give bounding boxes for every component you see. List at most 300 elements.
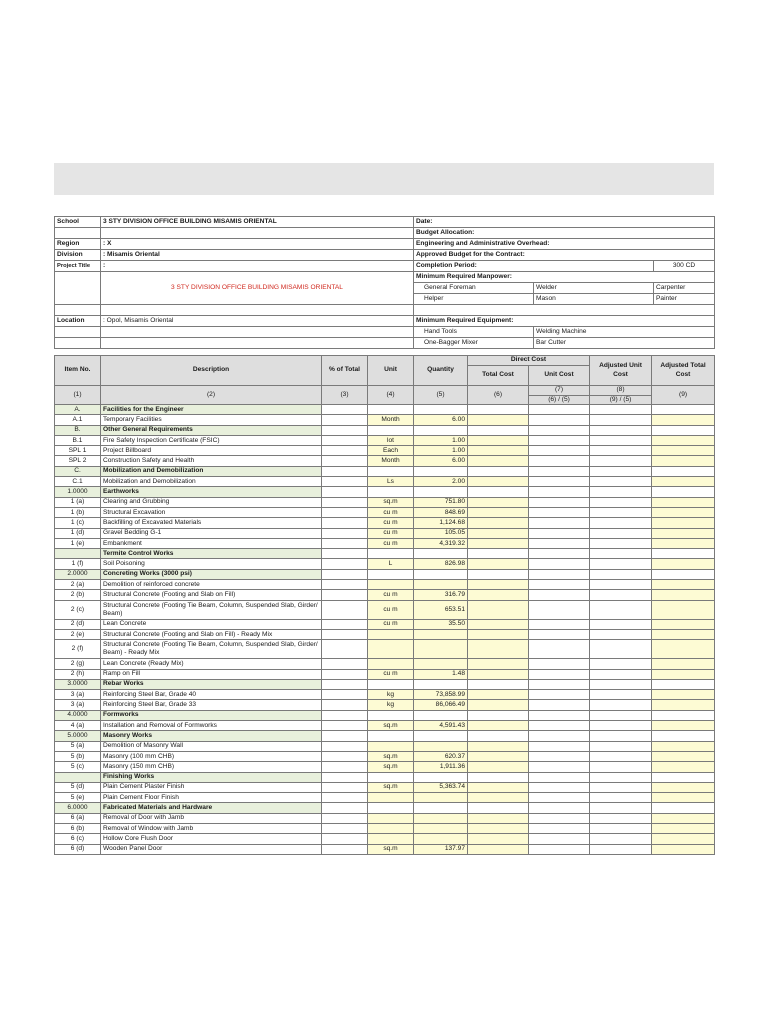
- equipment-welding-machine: Welding Machine: [534, 327, 715, 338]
- unit-cell: sq.m: [368, 844, 414, 854]
- adjusted-unit-cost-cell: [590, 538, 652, 548]
- quantity-cell: [414, 823, 468, 833]
- quantity-cell: 1.00: [414, 446, 468, 456]
- description-cell: Mobilization and Demobilization: [101, 466, 322, 476]
- item-no-cell: 1 (c): [55, 518, 101, 528]
- table-row: [55, 679, 715, 689]
- quantity-cell: [414, 405, 468, 415]
- table-row: [55, 507, 715, 517]
- adjusted-total-cost-cell: [652, 813, 715, 823]
- unit-cost-cell: [529, 600, 590, 619]
- unit-cell: sq.m: [368, 782, 414, 792]
- table-row: [55, 538, 715, 548]
- unit-cell: [368, 569, 414, 579]
- unit-cost-cell: [529, 640, 590, 659]
- total-cost-cell: [468, 590, 529, 600]
- total-cost-cell: [468, 549, 529, 559]
- unit-cost-cell: [529, 518, 590, 528]
- total-cost-cell: [468, 679, 529, 689]
- total-cost-cell: [468, 580, 529, 590]
- unit-cost-cell: [529, 487, 590, 497]
- unit-cell: [368, 405, 414, 415]
- unit-cost-cell: [529, 679, 590, 689]
- adjusted-unit-cost-cell: [590, 721, 652, 731]
- percent-total-cell: [322, 590, 368, 600]
- description-cell: Removal of Window with Jamb: [101, 823, 322, 833]
- adjusted-unit-cost-cell: [590, 782, 652, 792]
- col-num-8: (8): [590, 386, 652, 396]
- unit-cost-cell: [529, 731, 590, 741]
- description-cell: Rebar Works: [101, 679, 322, 689]
- unit-cost-cell: [529, 751, 590, 761]
- percent-total-cell: [322, 569, 368, 579]
- item-no-cell: 2 (h): [55, 669, 101, 679]
- description-cell: Masonry (100 mm CHB): [101, 751, 322, 761]
- description-cell: Reinforcing Steel Bar, Grade 33: [101, 700, 322, 710]
- item-no-cell: 5 (e): [55, 793, 101, 803]
- col-num-2: (2): [101, 386, 322, 405]
- description-cell: Temporary Facilities: [101, 415, 322, 425]
- unit-cost-cell: [529, 629, 590, 639]
- table-row: [55, 518, 715, 528]
- quantity-cell: [414, 629, 468, 639]
- completion-period-label: Completion Period:: [414, 261, 654, 272]
- item-no-cell: 2.0000: [55, 569, 101, 579]
- unit-cell: sq.m: [368, 762, 414, 772]
- description-cell: Clearing and Grubbing: [101, 497, 322, 507]
- percent-total-cell: [322, 823, 368, 833]
- quantity-cell: [414, 813, 468, 823]
- adjusted-unit-cost-cell: [590, 590, 652, 600]
- bill-of-quantities-table: [54, 348, 715, 855]
- unit-cell: cu m: [368, 507, 414, 517]
- quantity-cell: [414, 731, 468, 741]
- quantity-cell: 86,066.49: [414, 700, 468, 710]
- percent-total-cell: [322, 507, 368, 517]
- unit-cost-cell: [529, 497, 590, 507]
- quantity-cell: [414, 803, 468, 813]
- equipment-one-bagger-mixer: One-Bagger Mixer: [414, 338, 534, 349]
- table-row: [55, 405, 715, 415]
- description-cell: Structural Concrete (Footing and Slab on Fill): [101, 590, 322, 600]
- percent-total-cell: [322, 600, 368, 619]
- total-cost-cell: [468, 415, 529, 425]
- quantity-cell: [414, 741, 468, 751]
- table-row: [55, 466, 715, 476]
- item-no-cell: 4.0000: [55, 710, 101, 720]
- item-no-cell: 3.0000: [55, 679, 101, 689]
- quantity-cell: 316.79: [414, 590, 468, 600]
- adjusted-total-cost-cell: [652, 446, 715, 456]
- quantity-cell: 35.50: [414, 619, 468, 629]
- adjusted-total-cost-cell: [652, 405, 715, 415]
- percent-total-cell: [322, 528, 368, 538]
- unit-cost-cell: [529, 405, 590, 415]
- division-label: Division: [55, 250, 101, 261]
- description-cell: Fire Safety Inspection Certificate (FSIC): [101, 435, 322, 445]
- adjusted-unit-cost-cell: [590, 669, 652, 679]
- item-no-cell: C.: [55, 466, 101, 476]
- adjusted-total-cost-cell: [652, 640, 715, 659]
- adjusted-total-cost-cell: [652, 700, 715, 710]
- item-no-cell: 6 (b): [55, 823, 101, 833]
- description-cell: Facilities for the Engineer: [101, 405, 322, 415]
- percent-total-cell: [322, 700, 368, 710]
- description-cell: Soil Poisoning: [101, 559, 322, 569]
- table-row: [55, 731, 715, 741]
- quantity-cell: [414, 487, 468, 497]
- percent-total-cell: [322, 629, 368, 639]
- adjusted-unit-cost-cell: [590, 803, 652, 813]
- item-no-cell: 1 (a): [55, 497, 101, 507]
- adjusted-unit-cost-cell: [590, 741, 652, 751]
- quantity-cell: [414, 772, 468, 782]
- item-no-cell: 5.0000: [55, 731, 101, 741]
- percent-total-cell: [322, 415, 368, 425]
- adjusted-unit-cost-cell: [590, 435, 652, 445]
- unit-cell: cu m: [368, 528, 414, 538]
- unit-cost-cell: [529, 710, 590, 720]
- unit-cost-cell: [529, 415, 590, 425]
- total-cost-cell: [468, 751, 529, 761]
- total-cost-cell: [468, 477, 529, 487]
- total-cost-cell: [468, 456, 529, 466]
- unit-cell: Each: [368, 446, 414, 456]
- quantity-cell: 6.00: [414, 456, 468, 466]
- quantity-cell: 751.80: [414, 497, 468, 507]
- percent-total-cell: [322, 731, 368, 741]
- unit-cost-cell: [529, 549, 590, 559]
- adjusted-total-cost-cell: [652, 600, 715, 619]
- unit-cost-cell: [529, 446, 590, 456]
- description-cell: Demolition of Masonry Wall: [101, 741, 322, 751]
- adjusted-total-cost-cell: [652, 590, 715, 600]
- location-label: Location: [55, 316, 101, 327]
- adjusted-unit-cost-cell: [590, 844, 652, 854]
- unit-cell: cu m: [368, 600, 414, 619]
- total-cost-cell: [468, 518, 529, 528]
- unit-cell: [368, 466, 414, 476]
- unit-cost-cell: [529, 741, 590, 751]
- item-no-cell: 2 (c): [55, 600, 101, 619]
- unit-cell: cu m: [368, 518, 414, 528]
- total-cost-cell: [468, 669, 529, 679]
- quantity-cell: 1.00: [414, 435, 468, 445]
- manpower-carpenter: Carpenter: [654, 283, 715, 294]
- adjusted-total-cost-cell: [652, 477, 715, 487]
- adjusted-total-cost-cell: [652, 772, 715, 782]
- col-total-cost: Total Cost: [468, 366, 529, 386]
- unit-cost-cell: [529, 793, 590, 803]
- adjusted-unit-cost-cell: [590, 751, 652, 761]
- adjusted-unit-cost-cell: [590, 487, 652, 497]
- description-cell: Reinforcing Steel Bar, Grade 40: [101, 690, 322, 700]
- region-value: : X: [101, 239, 414, 250]
- table-row: [55, 690, 715, 700]
- item-no-cell: B.1: [55, 435, 101, 445]
- table-row: [55, 497, 715, 507]
- item-no-cell: 2 (a): [55, 580, 101, 590]
- table-row: [55, 700, 715, 710]
- adjusted-unit-cost-cell: [590, 619, 652, 629]
- item-no-cell: 5 (c): [55, 762, 101, 772]
- unit-cell: [368, 731, 414, 741]
- unit-cell: sq.m: [368, 751, 414, 761]
- manpower-welder: Welder: [534, 283, 654, 294]
- division-value: : Misamis Oriental: [101, 250, 414, 261]
- adjusted-unit-cost-cell: [590, 659, 652, 669]
- project-title-label: Project Title: [55, 261, 101, 272]
- col-formula-7: (6) / (5): [529, 395, 590, 405]
- table-row: [55, 549, 715, 559]
- table-row: [55, 762, 715, 772]
- total-cost-cell: [468, 659, 529, 669]
- adjusted-unit-cost-cell: [590, 640, 652, 659]
- total-cost-cell: [468, 813, 529, 823]
- quantity-cell: [414, 569, 468, 579]
- percent-total-cell: [322, 435, 368, 445]
- table-row: [55, 435, 715, 445]
- total-cost-cell: [468, 497, 529, 507]
- unit-cell: cu m: [368, 538, 414, 548]
- unit-cost-cell: [529, 538, 590, 548]
- adjusted-unit-cost-cell: [590, 600, 652, 619]
- total-cost-cell: [468, 772, 529, 782]
- table-row: [55, 659, 715, 669]
- item-no-cell: A.1: [55, 415, 101, 425]
- quantity-cell: [414, 425, 468, 435]
- unit-cell: [368, 487, 414, 497]
- item-no-cell: 1.0000: [55, 487, 101, 497]
- unit-cost-cell: [529, 507, 590, 517]
- adjusted-total-cost-cell: [652, 518, 715, 528]
- unit-cost-cell: [529, 772, 590, 782]
- adjusted-total-cost-cell: [652, 741, 715, 751]
- item-no-cell: B.: [55, 425, 101, 435]
- adjusted-unit-cost-cell: [590, 528, 652, 538]
- percent-total-cell: [322, 669, 368, 679]
- adjusted-total-cost-cell: [652, 629, 715, 639]
- school-value: 3 STY DIVISION OFFICE BUILDING MISAMIS ORIENTAL: [101, 217, 414, 228]
- unit-cell: [368, 741, 414, 751]
- quantity-cell: 137.97: [414, 844, 468, 854]
- item-no-cell: 1 (d): [55, 528, 101, 538]
- adjusted-unit-cost-cell: [590, 690, 652, 700]
- table-row: [55, 487, 715, 497]
- unit-cost-cell: [529, 590, 590, 600]
- description-cell: Wooden Panel Door: [101, 844, 322, 854]
- adjusted-total-cost-cell: [652, 659, 715, 669]
- percent-total-cell: [322, 679, 368, 689]
- description-cell: Structural Excavation: [101, 507, 322, 517]
- description-cell: Hollow Core Flush Door: [101, 834, 322, 844]
- total-cost-cell: [468, 507, 529, 517]
- total-cost-cell: [468, 559, 529, 569]
- item-no-cell: 5 (b): [55, 751, 101, 761]
- adjusted-total-cost-cell: [652, 507, 715, 517]
- adjusted-total-cost-cell: [652, 528, 715, 538]
- percent-total-cell: [322, 446, 368, 456]
- table-row: [55, 477, 715, 487]
- total-cost-cell: [468, 700, 529, 710]
- quantity-cell: [414, 659, 468, 669]
- table-row: [55, 834, 715, 844]
- item-no-cell: A.: [55, 405, 101, 415]
- table-row: [55, 456, 715, 466]
- unit-cell: [368, 813, 414, 823]
- total-cost-cell: [468, 435, 529, 445]
- table-row: [55, 782, 715, 792]
- quantity-cell: [414, 549, 468, 559]
- manpower-label: Minimum Required Manpower:: [414, 272, 715, 283]
- col-quantity: Quantity: [414, 356, 468, 386]
- item-no-cell: 3 (a): [55, 700, 101, 710]
- unit-cell: [368, 659, 414, 669]
- unit-cost-cell: [529, 569, 590, 579]
- adjusted-total-cost-cell: [652, 834, 715, 844]
- adjusted-unit-cost-cell: [590, 425, 652, 435]
- adjusted-total-cost-cell: [652, 538, 715, 548]
- percent-total-cell: [322, 813, 368, 823]
- quantity-cell: [414, 834, 468, 844]
- description-cell: Lean Concrete: [101, 619, 322, 629]
- col-num-7: (7): [529, 386, 590, 396]
- description-cell: Earthworks: [101, 487, 322, 497]
- table-row: [55, 629, 715, 639]
- unit-cost-cell: [529, 782, 590, 792]
- adjusted-total-cost-cell: [652, 466, 715, 476]
- table-row: [55, 844, 715, 854]
- quantity-cell: 5,363.74: [414, 782, 468, 792]
- adjusted-total-cost-cell: [652, 559, 715, 569]
- quantity-cell: 653.51: [414, 600, 468, 619]
- quantity-cell: 6.00: [414, 415, 468, 425]
- table-row: [55, 721, 715, 731]
- adjusted-unit-cost-cell: [590, 731, 652, 741]
- table-row: [55, 590, 715, 600]
- unit-cost-cell: [529, 813, 590, 823]
- table-row: [55, 528, 715, 538]
- item-no-cell: 4 (a): [55, 721, 101, 731]
- quantity-cell: 2.00: [414, 477, 468, 487]
- total-cost-cell: [468, 803, 529, 813]
- school-label: School: [55, 217, 101, 228]
- item-no-cell: 6.0000: [55, 803, 101, 813]
- total-cost-cell: [468, 731, 529, 741]
- percent-total-cell: [322, 538, 368, 548]
- unit-cost-cell: [529, 559, 590, 569]
- total-cost-cell: [468, 538, 529, 548]
- unit-cell: lot: [368, 435, 414, 445]
- adjusted-total-cost-cell: [652, 803, 715, 813]
- item-no-cell: [55, 772, 101, 782]
- item-no-cell: 6 (a): [55, 813, 101, 823]
- percent-total-cell: [322, 559, 368, 569]
- percent-total-cell: [322, 803, 368, 813]
- table-row: [55, 741, 715, 751]
- item-no-cell: 6 (c): [55, 834, 101, 844]
- item-no-cell: 2 (g): [55, 659, 101, 669]
- adjusted-total-cost-cell: [652, 425, 715, 435]
- percent-total-cell: [322, 741, 368, 751]
- adjusted-total-cost-cell: [652, 710, 715, 720]
- description-cell: Backfilling of Excavated Materials: [101, 518, 322, 528]
- unit-cost-cell: [529, 762, 590, 772]
- unit-cell: [368, 640, 414, 659]
- description-cell: Structural Concrete (Footing Tie Beam, Column, Suspended Slab, Girder/ Beam): [101, 600, 322, 619]
- quantity-cell: [414, 640, 468, 659]
- adjusted-total-cost-cell: [652, 762, 715, 772]
- unit-cell: sq.m: [368, 721, 414, 731]
- percent-total-cell: [322, 549, 368, 559]
- description-cell: Plain Cement Floor Finish: [101, 793, 322, 803]
- manpower-mason: Mason: [534, 294, 654, 305]
- unit-cost-cell: [529, 580, 590, 590]
- unit-cell: L: [368, 559, 414, 569]
- description-cell: Ramp on Fill: [101, 669, 322, 679]
- total-cost-cell: [468, 446, 529, 456]
- col-percent-total: % of Total: [322, 356, 368, 386]
- table-row: [55, 640, 715, 659]
- percent-total-cell: [322, 477, 368, 487]
- adjusted-total-cost-cell: [652, 549, 715, 559]
- table-row: [55, 793, 715, 803]
- adjusted-total-cost-cell: [652, 456, 715, 466]
- col-num-4: (4): [368, 386, 414, 405]
- unit-cell: cu m: [368, 669, 414, 679]
- quantity-cell: [414, 710, 468, 720]
- total-cost-cell: [468, 710, 529, 720]
- adjusted-total-cost-cell: [652, 679, 715, 689]
- unit-cost-cell: [529, 721, 590, 731]
- table-row: [55, 710, 715, 720]
- unit-cell: [368, 823, 414, 833]
- header-banner: [54, 163, 714, 195]
- unit-cost-cell: [529, 844, 590, 854]
- completion-period-value: 300 CD: [654, 261, 715, 272]
- item-no-cell: SPL 1: [55, 446, 101, 456]
- table-row: [55, 580, 715, 590]
- unit-cell: [368, 629, 414, 639]
- overhead-label: Engineering and Administrative Overhead:: [414, 239, 715, 250]
- adjusted-unit-cost-cell: [590, 823, 652, 833]
- total-cost-cell: [468, 425, 529, 435]
- description-cell: Embankment: [101, 538, 322, 548]
- description-cell: Structural Concrete (Footing and Slab on Fill) - Ready Mix: [101, 629, 322, 639]
- adjusted-total-cost-cell: [652, 580, 715, 590]
- adjusted-unit-cost-cell: [590, 456, 652, 466]
- description-cell: Mobilization and Demobilization: [101, 477, 322, 487]
- description-cell: Project Billboard: [101, 446, 322, 456]
- unit-cell: [368, 425, 414, 435]
- adjusted-total-cost-cell: [652, 721, 715, 731]
- adjusted-unit-cost-cell: [590, 629, 652, 639]
- quantity-cell: 620.37: [414, 751, 468, 761]
- adjusted-unit-cost-cell: [590, 793, 652, 803]
- unit-cost-cell: [529, 528, 590, 538]
- unit-cost-cell: [529, 690, 590, 700]
- description-cell: Other General Requirements: [101, 425, 322, 435]
- unit-cell: cu m: [368, 590, 414, 600]
- location-value: : Opol, Misamis Oriental: [101, 316, 414, 327]
- adjusted-unit-cost-cell: [590, 834, 652, 844]
- table-row: [55, 803, 715, 813]
- adjusted-total-cost-cell: [652, 435, 715, 445]
- unit-cost-cell: [529, 659, 590, 669]
- description-cell: Formworks: [101, 710, 322, 720]
- percent-total-cell: [322, 844, 368, 854]
- unit-cost-cell: [529, 619, 590, 629]
